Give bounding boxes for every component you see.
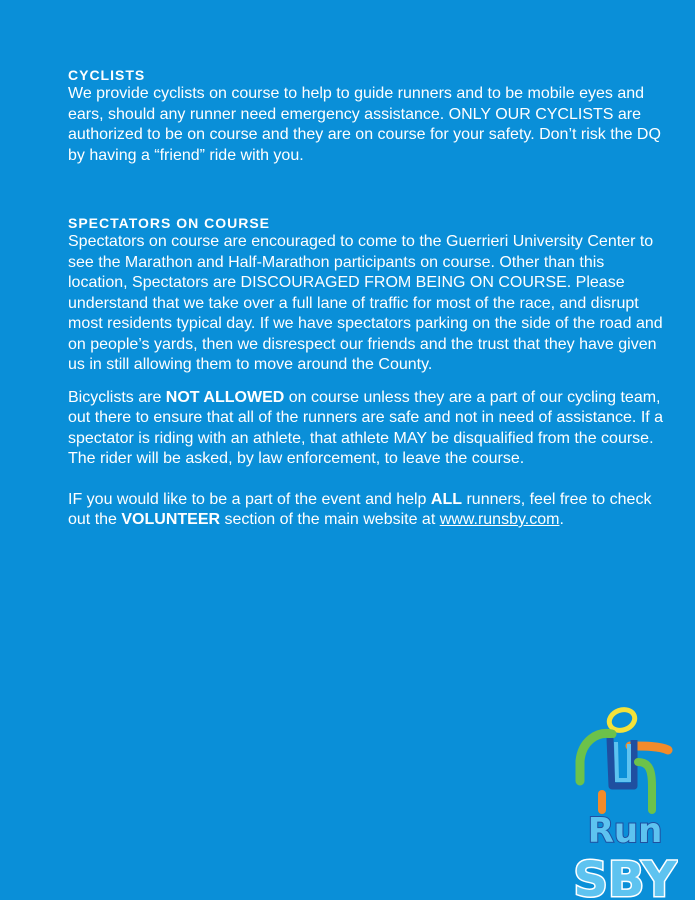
bicyclists-paragraph (68, 388, 668, 470)
volunteer-mid: runners, feel free to check out the (68, 490, 652, 528)
spectators-body: Spectators on course are encouraged to come to the Guerrieri University Center to see the Marathon and Half-Marathon participants on course. Other than this location, Spectators are DISCOURAGED FROM BEING ON COURSE. Please understand that we take over a full lane of traffic for most of the race, and disrupt most residents typical day. If we have spectators parking on the side of the road and on people’s yards, then we disrespect our friends and the trust that they have given us in still allowing them to move around the County. (68, 233, 663, 373)
bicyclists-bold: NOT ALLOWED (165, 388, 285, 406)
website-link[interactable]: www.runsby.com (439, 511, 560, 528)
logo-text-run: Run (587, 811, 663, 851)
volunteer-all: ALL (430, 490, 463, 508)
spectators-section (68, 214, 668, 376)
cyclists-body: We provide cyclists on course to help to guide runners and to be mobile eyes and ears, should any runner need emergency assistance. ONLY OUR CYCLISTS are authorized to be on course and they are on course for your safety. Don’t risk the DQ by having a “friend” ride with you. (68, 85, 661, 164)
bicyclists-post: on course unless they are a part of our cycling team, out there to ensure that all of the runners are safe and not in need of assistance. If a spectator is riding with an athlete, that athlete MAY be disqualified from the course. The rider will be asked, by law enforcement, to leave the course. (68, 388, 664, 467)
volunteer-paragraph (68, 490, 668, 531)
volunteer-end: . (559, 511, 564, 528)
logo-text-sby: SBY (573, 852, 677, 900)
cyclists-heading: CYCLISTS (68, 67, 146, 83)
runsby-logo (572, 706, 678, 900)
volunteer-post: section of the main website at (220, 511, 440, 528)
volunteer-pre: IF you would like to be a part of the event and help (68, 490, 431, 508)
logo-leg-green-shape (638, 762, 652, 810)
volunteer-keyword: VOLUNTEER (121, 511, 221, 528)
document-page (68, 66, 668, 531)
bicyclists-pre: Bicyclists are (68, 388, 166, 406)
spectators-heading: SPECTATORS ON COURSE (68, 215, 271, 231)
logo-body-inner-shape (616, 742, 629, 780)
cyclists-section (68, 66, 668, 166)
